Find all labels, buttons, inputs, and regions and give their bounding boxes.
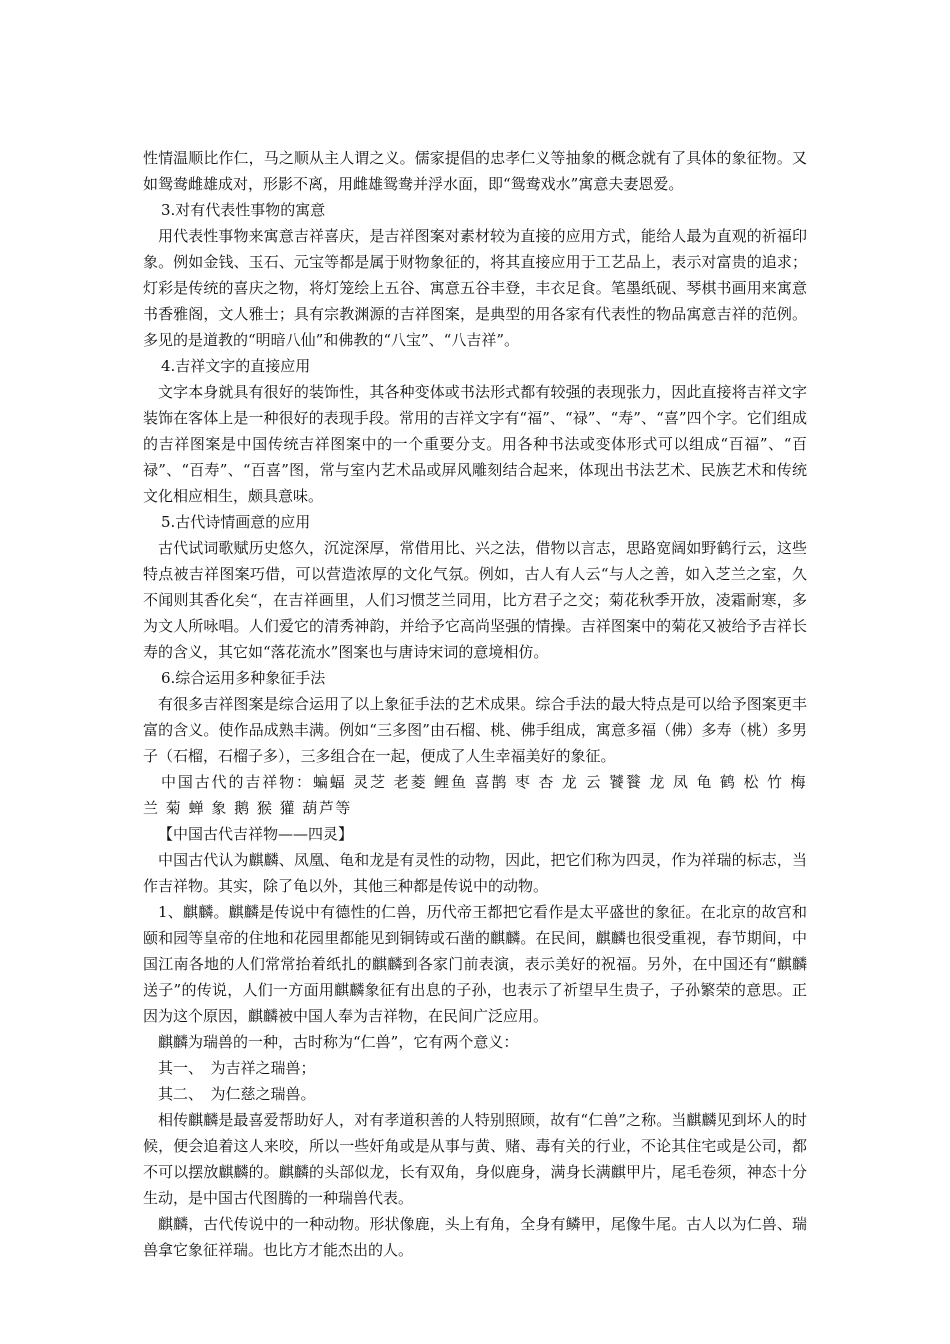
list-item: 其一、 为吉祥之瑞兽；	[158, 1059, 316, 1077]
paragraph: 有很多吉祥图案是综合运用了以上象征手法的艺术成果。综合手法的最大特点是可以给予图案更丰富的含义。使作品成熟丰满。例如“三多图”由石榴、桃、佛手组成，寓意多福（佛）多寿（桃）多男子（石榴，石榴子多），三多组合在一起，便成了人生幸福美好的象征。	[143, 695, 807, 765]
list-item: 其二、 为仁慈之瑞兽。	[158, 1085, 316, 1103]
section-heading-5: 5.古代诗情画意的应用	[161, 513, 311, 531]
paragraph: 古代试词歌赋历史悠久，沉淀深厚，常借用比、兴之法，借物以言志，思路宽阔如野鹤行云，这些特点被吉祥图案巧借，可以营造浓厚的文化气氛。例如，古人有人云“与人之善，如入芝兰之室，久不闻则其香化矣“，在吉祥画里，人们习惯芝兰同用，比方君子之交；菊花秋季开放，凌霜耐寒，多为文人所咏唱。人们爱它的清秀神韵，并给予它高尚坚强的情操。吉祥图案中的菊花又被给予吉祥长寿的含义，其它如“落花流水”图案也与唐诗宋词的意境相仿。	[143, 539, 807, 661]
paragraph: 中国古代认为麒麟、凤凰、龟和龙是有灵性的动物，因此，把它们称为四灵，作为祥瑞的标志，当作吉祥物。其实，除了龟以外，其他三种都是传说中的动物。	[143, 851, 807, 895]
paragraph: 麒麟，古代传说中的一种动物。形状像鹿，头上有角，全身有鳞甲，尾像牛尾。古人以为仁兽、瑞兽拿它象征祥瑞。也比方才能杰出的人。	[143, 1215, 807, 1259]
document-body	[143, 145, 807, 1263]
paragraph: 用代表性事物来寓意吉祥喜庆，是吉祥图案对素材较为直接的应用方式，能给人最为直观的祈福印象。例如金钱、玉石、元宝等都是属于财物象征的，将其直接应用于工艺品上，表示对富贵的追求；灯彩是传统的喜庆之物，将灯笼绘上五谷、寓意五谷丰登，丰衣足食。笔墨纸砚、琴棋书画用来寓意书香雅阁，文人雅士；具有宗教渊源的吉祥图案，是典型的用各家有代表性的物品寓意吉祥的范例。多见的是道教的“明暗八仙”和佛教的“八宝”、“八吉祥”。	[143, 227, 807, 349]
section-title-four-spirits: 【中国古代吉祥物——四灵】	[158, 825, 354, 843]
paragraph: 麒麟为瑞兽的一种，古时称为“仁兽”，它有两个意义：	[158, 1033, 519, 1051]
paragraph: 相传麒麟是最喜爱帮助好人，对有孝道积善的人特别照顾，故有“仁兽”之称。当麒麟见到坏人的时候，便会追着这人来咬，所以一些奸角或是从事与黄、赌、毒有关的行业，不论其住宅或是公司，都不可以摆放麒麟的。麒麟的头部似龙，长有双角，身似鹿身，满身长满麒甲片，尾毛卷须，神态十分生动，是中国古代图腾的一种瑞兽代表。	[143, 1111, 807, 1207]
section-heading-3: 3.对有代表性事物的寓意	[161, 201, 326, 219]
paragraph: 1、麒麟。麒麟是传说中有德性的仁兽，历代帝王都把它看作是太平盛世的象征。在北京的故宫和颐和园等皇帝的住地和花园里都能见到铜铸或石凿的麒麟。在民间，麒麟也很受重视，春节期间，中国江南各地的人们常常抬着纸扎的麒麟到各家门前表演，表示美好的祝福。另外，在中国还有“麒麟送子”的传说，人们一方面用麒麟象征有出息的子孙，也表示了祈望早生贵子，子孙繁荣的意思。正因为这个原因，麒麟被中国人奉为吉祥物，在民间广泛应用。	[143, 903, 807, 1025]
paragraph: 文字本身就具有很好的装饰性，其各种变体或书法形式都有较强的表现张力，因此直接将吉祥文字装饰在客体上是一种很好的表现手段。常用的吉祥文字有“福”、“禄”、“寿”、“喜”四个字。它们组成的吉祥图案是中国传统吉祥图案中的一个重要分支。用各种书法或变体形式可以组成“百福”、“百禄”、“百寿”、“百喜”图，常与室内艺术品或屏风雕刻结合起来，体现出书法艺术、民族艺术和传统文化相应相生，颇具意味。	[143, 383, 807, 505]
section-heading-4: 4.吉祥文字的直接应用	[161, 357, 311, 375]
mascot-list: 中国古代的吉祥物：蝙蝠 灵芝 老菱 鲤鱼 喜鹊 枣 杏 龙 云 饕餮 龙 凤 龟 鹤 松 竹 梅 兰 菊 蝉 象 鹅 猴 獾 葫芦等	[143, 773, 807, 817]
section-heading-6: 6.综合运用多种象征手法	[161, 669, 326, 687]
paragraph-continuation: 性情温顺比作仁，马之顺从主人谓之义。儒家提倡的忠孝仁义等抽象的概念就有了具体的象征物。又如鸳鸯雌雄成对，形影不离，用雌雄鸳鸯并浮水面，即“鸳鸯戏水”寓意夫妻恩爱。	[143, 149, 807, 193]
